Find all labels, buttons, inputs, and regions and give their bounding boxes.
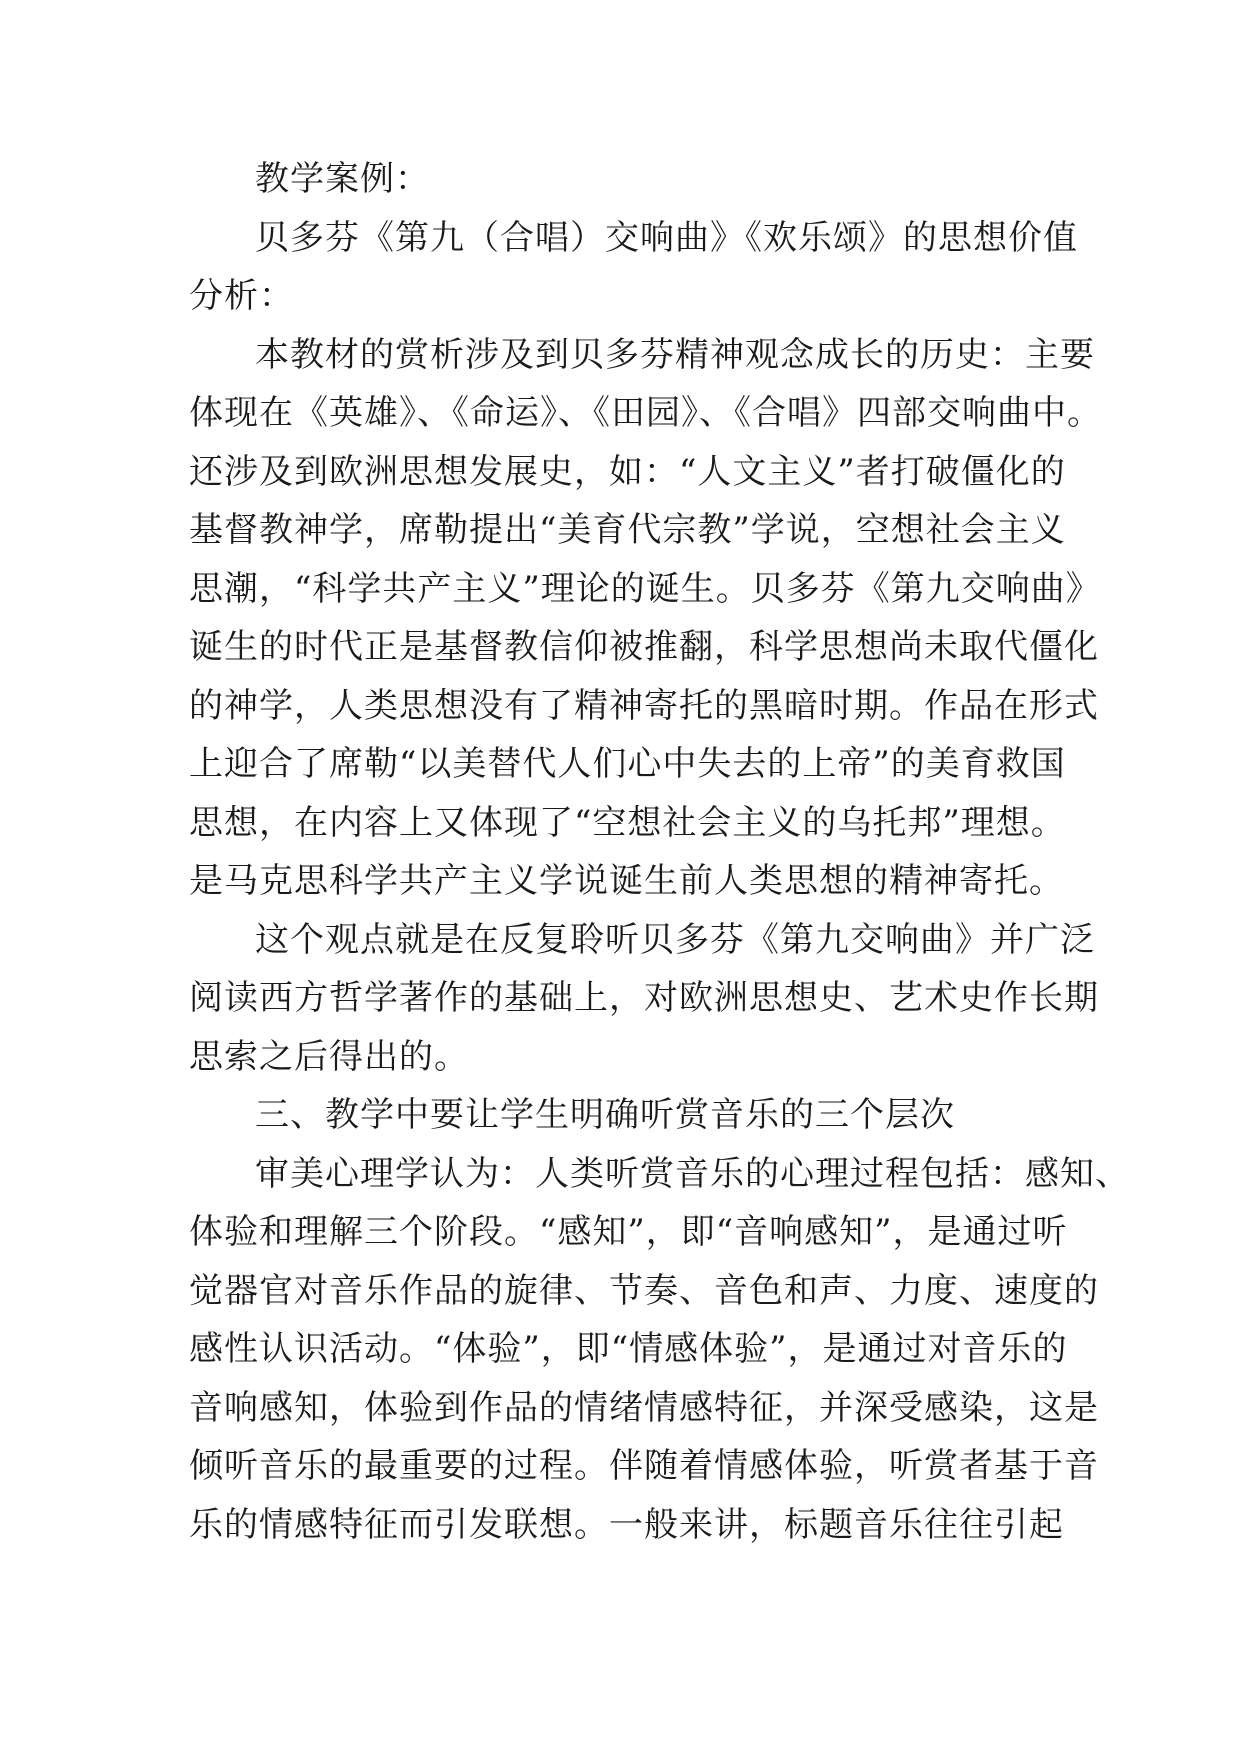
paragraph-line: 音响感知，体验到作品的情绪情感特征，并深受感染，这是 (189, 1387, 1099, 1428)
paragraph-line: 觉器官对音乐作品的旋律、节奏、音色和声、力度、速度的 (189, 1270, 1099, 1311)
case-title-line: 分析： (189, 276, 294, 316)
paragraph-line: 思潮，“科学共产主义”理论的诞生。贝多芬《第九交响曲》 (189, 568, 1101, 609)
paragraph-line: 是马克思科学共产主义学说诞生前人类思想的精神寄托。 (189, 861, 1064, 901)
paragraph-line: 本教材的赏析涉及到贝多芬精神观念成长的历史：主要 (255, 334, 1095, 375)
paragraph-line: 诞生的时代正是基督教信仰被推翻，科学思想尚未取代僵化 (189, 627, 1099, 667)
paragraph-line: 的神学，人类思想没有了精神寄托的黑暗时期。作品在形式 (189, 685, 1099, 726)
paragraph-line: 还涉及到欧洲思想发展史，如：“人文主义”者打破僵化的 (189, 451, 1066, 492)
paragraph-line: 感性认识活动。“体验”，即“情感体验”，是通过对音乐的 (189, 1329, 1068, 1369)
paragraph-line: 乐的情感特征而引发联想。一般来讲，标题音乐往往引起 (189, 1504, 1064, 1545)
section-heading: 三、教学中要让学生明确听赏音乐的三个层次 (255, 1095, 955, 1135)
paragraph-line: 体现在《英雄》、《命运》、《田园》、《合唱》四部交响曲中。 (189, 393, 1102, 433)
paragraph-line: 审美心理学认为：人类听赏音乐的心理过程包括：感知、 (255, 1153, 1130, 1194)
paragraph-line: 阅读西方哲学著作的基础上，对欧洲思想史、艺术史作长期 (189, 978, 1099, 1018)
case-title-line: 贝多芬《第九（合唱）交响曲》《欢乐颂》的思想价值 (255, 217, 1078, 258)
paragraph-line: 思想，在内容上又体现了“空想社会主义的乌托邦”理想。 (189, 802, 1066, 843)
paragraph-line: 倾听音乐的最重要的过程。伴随着情感体验，听赏者基于音 (189, 1446, 1099, 1486)
paragraph-line: 这个观点就是在反复聆听贝多芬《第九交响曲》并广泛 (255, 919, 1095, 960)
paragraph-line: 思索之后得出的。 (189, 1036, 469, 1077)
body-text (189, 150, 1130, 1554)
section-label: 教学案例： (255, 159, 430, 199)
paragraph-line: 基督教神学，席勒提出“美育代宗教”学说，空想社会主义 (189, 510, 1066, 550)
paragraph-line: 上迎合了席勒“以美替代人们心中失去的上帝”的美育救国 (189, 744, 1066, 784)
paragraph-line: 体验和理解三个阶段。“感知”，即“音响感知”，是通过听 (189, 1212, 1068, 1252)
